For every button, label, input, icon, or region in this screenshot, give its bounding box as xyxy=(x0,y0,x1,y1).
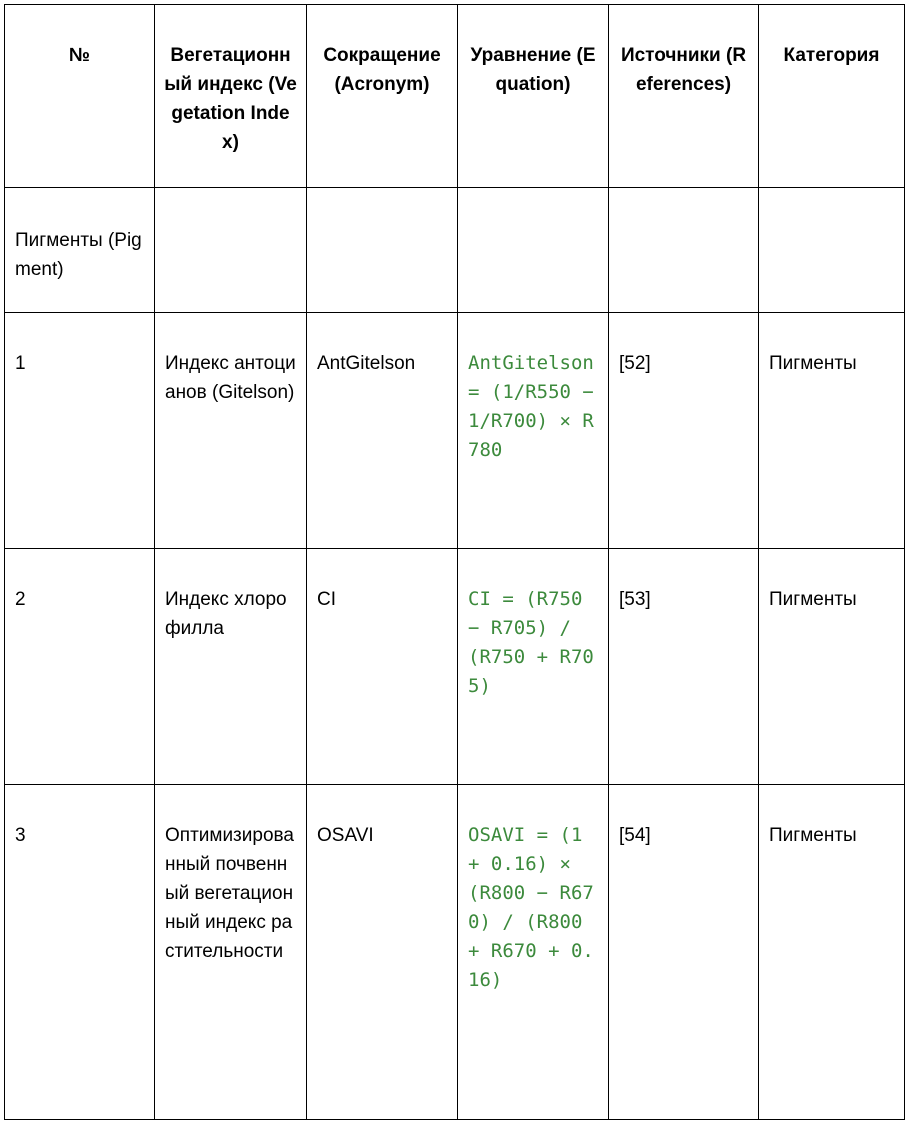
row-num: 3 xyxy=(5,785,155,1120)
row-num: 1 xyxy=(5,313,155,549)
empty-cell xyxy=(155,188,307,313)
row-acronym: OSAVI xyxy=(307,785,458,1120)
row-category: Пигменты xyxy=(759,549,905,785)
table-row xyxy=(5,785,905,1120)
row-category: Пигменты xyxy=(759,313,905,549)
row-acronym: CI xyxy=(307,549,458,785)
table-row xyxy=(5,313,905,549)
row-equation: AntGitelson = (1/R550 − 1/R700) × R780 xyxy=(458,313,609,549)
row-acronym: AntGitelson xyxy=(307,313,458,549)
section-label: Пигменты (Pigment) xyxy=(5,188,155,313)
section-row xyxy=(5,188,905,313)
row-equation: CI = (R750 − R705) / (R750 + R705) xyxy=(458,549,609,785)
row-reference: [52] xyxy=(609,313,759,549)
header-num: № xyxy=(5,5,155,188)
row-equation: OSAVI = (1 + 0.16) × (R800 − R670) / (R800 + R670 + 0.16) xyxy=(458,785,609,1120)
header-row xyxy=(5,5,905,188)
row-index-name: Индекс хлорофилла xyxy=(155,549,307,785)
empty-cell xyxy=(609,188,759,313)
row-reference: [53] xyxy=(609,549,759,785)
empty-cell xyxy=(307,188,458,313)
header-acronym: Сокращение (Acronym) xyxy=(307,5,458,188)
header-equation: Уравнение (Equation) xyxy=(458,5,609,188)
table-row xyxy=(5,549,905,785)
vegetation-index-table xyxy=(4,4,905,1120)
row-index-name: Оптимизированный почвенный вегетационный индекс растительности xyxy=(155,785,307,1120)
header-category: Категория xyxy=(759,5,905,188)
empty-cell xyxy=(759,188,905,313)
header-references: Источники (References) xyxy=(609,5,759,188)
header-index: Вегетационный индекс (Vegetation Index) xyxy=(155,5,307,188)
row-category: Пигменты xyxy=(759,785,905,1120)
empty-cell xyxy=(458,188,609,313)
row-num: 2 xyxy=(5,549,155,785)
row-reference: [54] xyxy=(609,785,759,1120)
row-index-name: Индекс антоцианов (Gitelson) xyxy=(155,313,307,549)
